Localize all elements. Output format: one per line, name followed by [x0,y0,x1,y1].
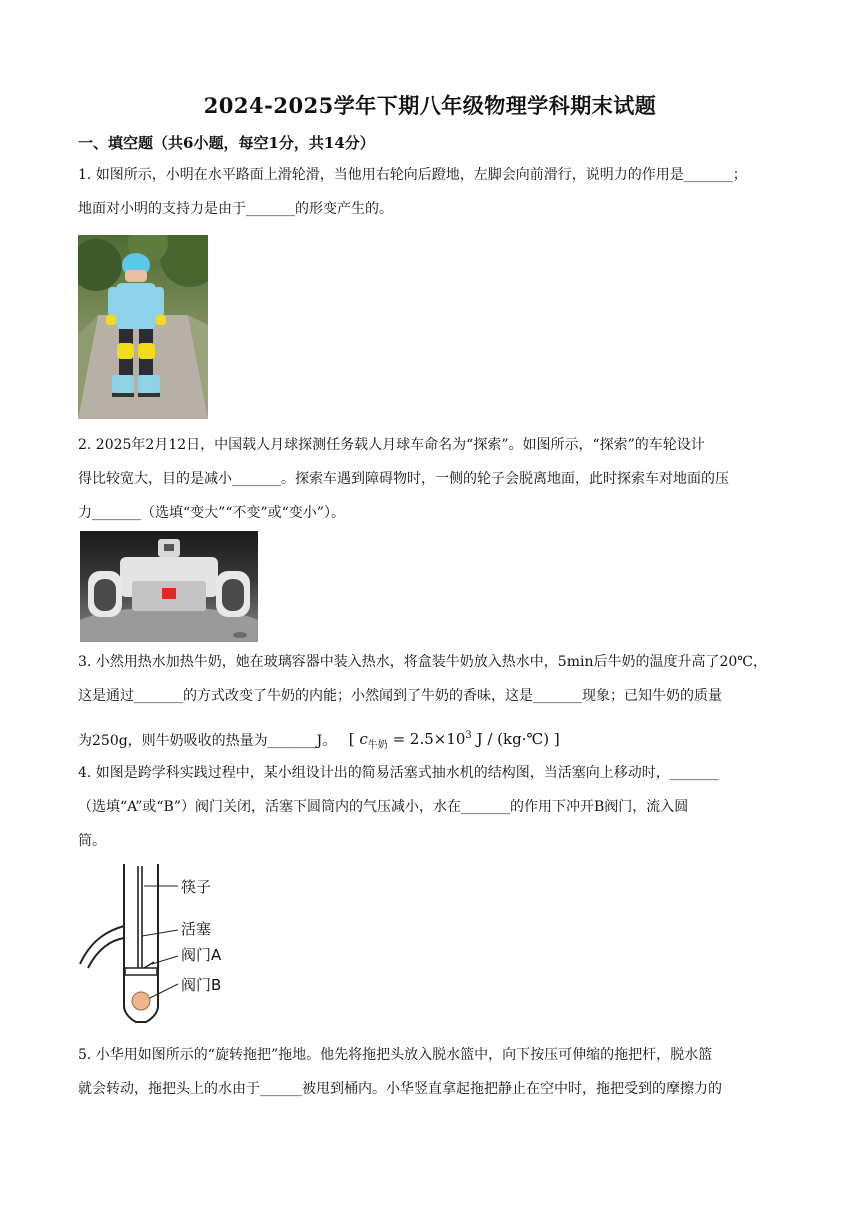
lunar-rover-photo [80,531,258,642]
formula-value: = 2.5×10 [392,730,466,748]
formula-subscript: 牛奶 [367,740,388,751]
valve-b-ball [132,992,150,1010]
question-4-line-1: 4. 如图是跨学科实践过程中，某小组设计出的简易活塞式抽水机的结构图，当活塞向上移动时，_______ [78,765,719,781]
formula-unit: J / (kg·℃) [476,730,550,748]
label-valve-a: 阀门A [181,946,222,964]
question-3-line-2: 这是通过_______的方式改变了牛奶的内能；小然闻到了牛奶的香味，这是_______现象；已知牛奶的质量 [78,688,722,704]
question-1-line-2: 地面对小明的支持力是由于_______的形变产生的。 [78,201,393,217]
question-5-line-2: 就会转动，拖把头上的水由于______被甩到桶内。小华竖直拿起拖把静止在空中时，拖把受到的摩擦力的 [78,1081,722,1097]
section-heading: 一、填空题（共6小题，每空1分，共14分） [78,134,375,152]
question-3 [78,645,784,763]
question-5 [78,1038,784,1106]
question-3-line-3-text: 为250g，则牛奶吸收的热量为_______J。 [78,733,337,749]
question-2-line-3: 力_______（选填“变大”“不变”或“变小”）。 [78,505,345,521]
question-1-line-1: 1. 如图所示，小明在水平路面上滑轮滑，当他用右轮向后蹬地，左脚会向前滑行，说明力的作用是_______； [78,167,747,183]
label-chopstick: 筷子 [181,878,212,896]
exam-title: 2024-2025学年下期八年级物理学科期末试题 [203,93,657,118]
question-4 [78,756,784,858]
question-3-line-1: 3. 小然用热水加热牛奶，她在玻璃容器中装入热水，将盒装牛奶放入热水中，5min后牛奶的温度升高了20℃， [78,654,767,670]
valve-a-flap [144,962,154,968]
question-2-line-1: 2. 2025年2月12日，中国载人月球探测任务载人月球车命名为“探索”。如图所示，“探索”的车轮设计 [78,437,705,453]
formula-exponent: 3 [465,730,472,741]
specific-heat-formula: [ $c_{牛奶} = 2.5\times 10^3$ J / (kg·℃) ] [348,730,560,751]
roller-skater-photo [78,235,208,419]
question-2 [78,428,784,530]
question-1 [78,158,784,226]
question-2-line-2: 得比较宽大，目的是减小_______。探索车遇到障碍物时，一侧的轮子会脱离地面，此时探索车对地面的压 [78,471,729,487]
formula-symbol: c [359,730,368,748]
pump-spout [80,926,124,964]
question-5-line-1: 5. 小华用如图所示的“旋转拖把”拖地。他先将拖把头放入脱水篮中，向下按压可伸缩的拖把杆，脱水篮 [78,1047,713,1063]
piston-pump-diagram [78,864,248,1028]
label-piston: 活塞 [181,920,212,938]
question-4-line-3: 筒。 [78,833,106,849]
question-4-line-2: （选填“A”或“B”）阀门关闭，活塞下圆筒内的气压减小，水在_______的作用下冲开B阀门，流入圆 [78,799,689,815]
piston [125,968,157,975]
label-valve-b: 阀门B [181,976,222,994]
